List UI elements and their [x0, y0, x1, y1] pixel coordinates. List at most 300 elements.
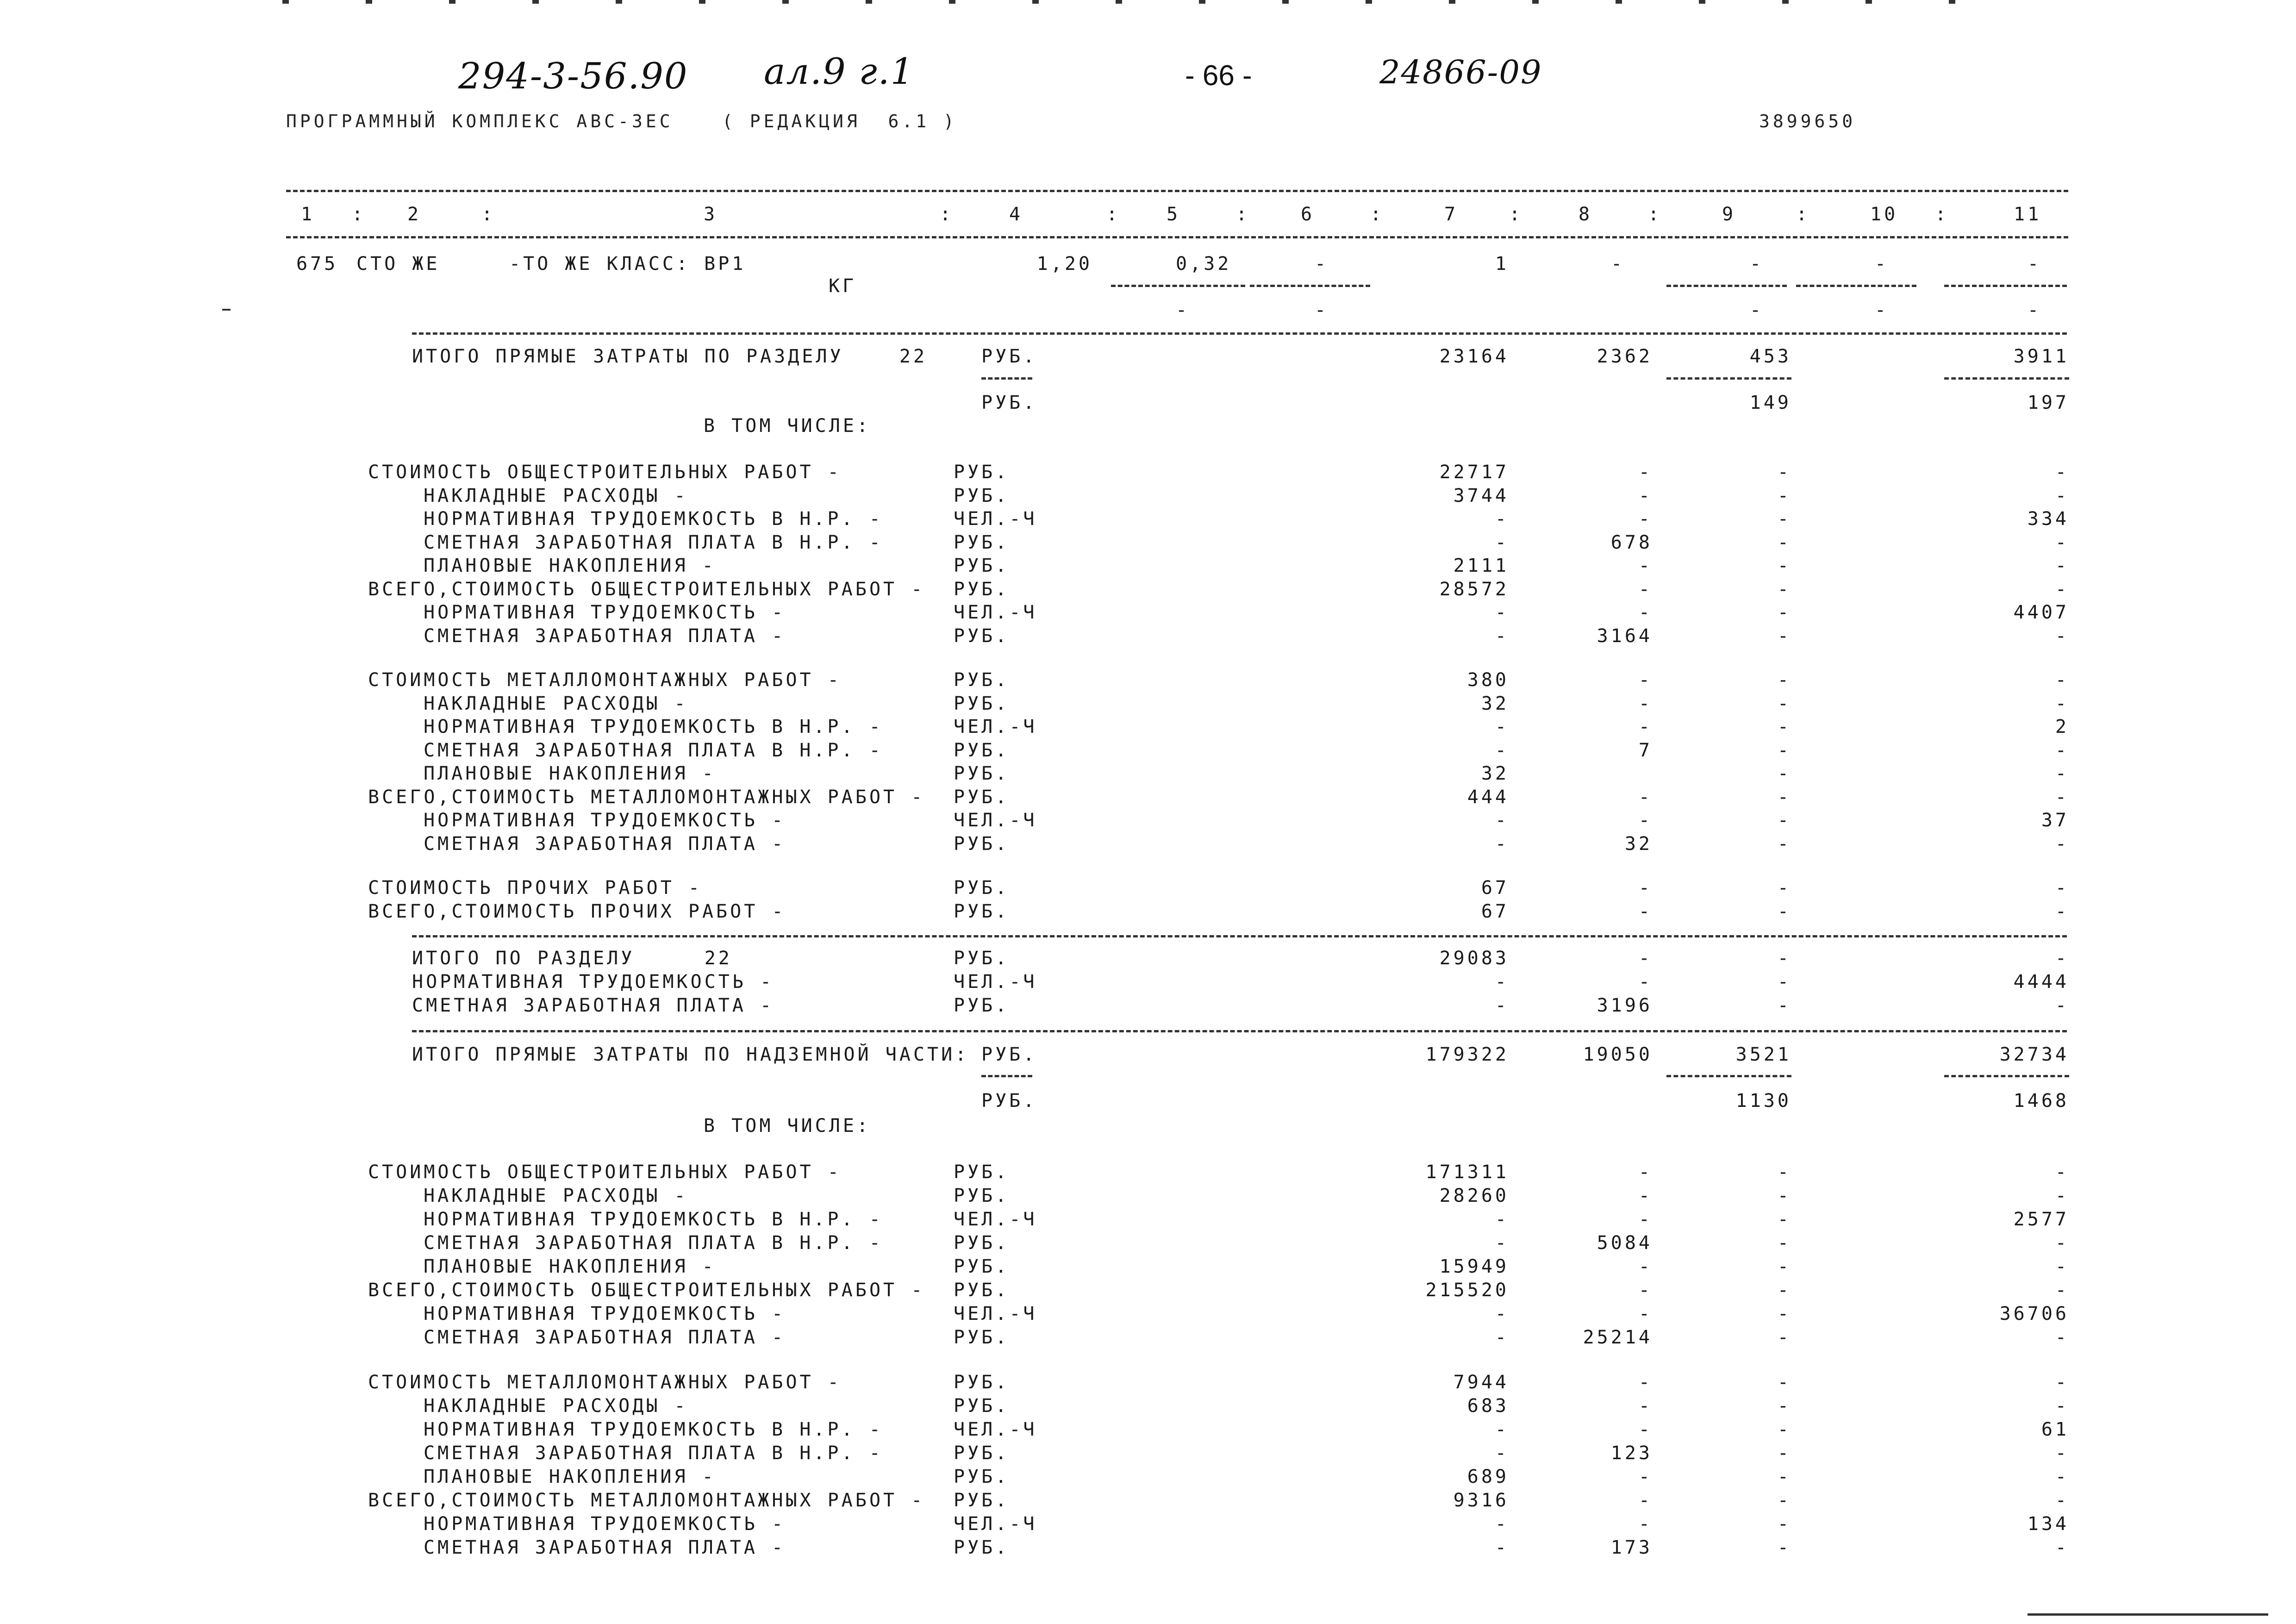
- row-label: СТОИМОСТЬ ПРОЧИХ РАБОТ -: [368, 877, 702, 899]
- row-col7: 32: [1481, 693, 1509, 714]
- row-col11: -: [2055, 1256, 2069, 1277]
- item-sub-col10: -: [1875, 300, 1889, 321]
- item-sub-col5: -: [1176, 300, 1190, 321]
- row-unit: ЧЕЛ.-Ч: [954, 1209, 1037, 1230]
- row-col8: -: [1638, 1256, 1653, 1277]
- row-col9: -: [1777, 1490, 1791, 1511]
- item-subrule-5: [1111, 285, 1245, 287]
- section-total-col9: 453: [1749, 346, 1791, 367]
- row-col9: -: [1777, 739, 1791, 761]
- row-col8: -: [1638, 1209, 1653, 1230]
- row-col11: -: [2055, 625, 2069, 647]
- column-number: 3: [704, 204, 718, 225]
- item-subrule-6: [1250, 285, 1370, 287]
- above-total-col11: 32734: [1999, 1044, 2069, 1065]
- row-unit: РУБ.: [954, 1280, 1010, 1301]
- row-col8: 32: [1624, 833, 1653, 855]
- row-col11: -: [2055, 739, 2069, 761]
- row-col9: -: [1777, 1303, 1791, 1324]
- row-col8: -: [1638, 1419, 1653, 1440]
- item-subrule-10: [1796, 285, 1916, 287]
- row-col7: 2111: [1453, 555, 1509, 576]
- row-unit: ЧЕЛ.-Ч: [954, 810, 1037, 831]
- row-col7: -: [1495, 625, 1509, 647]
- row-col9: -: [1777, 531, 1791, 553]
- row-col9: -: [1777, 995, 1791, 1016]
- page-number: - 66 -: [1185, 60, 1252, 92]
- column-separator: :: [352, 204, 366, 225]
- row-col11: -: [2055, 786, 2069, 808]
- row-col11: 334: [2027, 508, 2069, 530]
- row-col9: -: [1777, 1209, 1791, 1230]
- row-label: НАКЛАДНЫЕ РАСХОДЫ -: [424, 485, 688, 506]
- row-col7: -: [1495, 833, 1509, 855]
- row-label: СМЕТНАЯ ЗАРАБОТНАЯ ПЛАТА -: [412, 995, 774, 1016]
- row-col7: 67: [1481, 900, 1509, 922]
- row-unit: РУБ.: [954, 462, 1010, 483]
- row-unit: ЧЕЛ.-Ч: [954, 971, 1037, 993]
- row-col11: -: [2055, 877, 2069, 899]
- row-label: СТОИМОСТЬ МЕТАЛЛОМОНТАЖНЫХ РАБОТ -: [368, 1372, 842, 1393]
- handwritten-ref: 24866-09: [1379, 53, 1542, 91]
- row-col9: -: [1777, 1162, 1791, 1183]
- item-col10: -: [1875, 253, 1889, 275]
- item-col6: -: [1315, 253, 1329, 275]
- row-col8: -: [1638, 1513, 1653, 1535]
- row-label: СМЕТНАЯ ЗАРАБОТНАЯ ПЛАТА -: [424, 833, 786, 855]
- row-col9: -: [1777, 462, 1791, 483]
- row-col8: -: [1638, 716, 1653, 737]
- row-unit: РУБ.: [954, 995, 1010, 1016]
- scan-edge-tick: [699, 0, 705, 4]
- section-total-col9-rule: [1666, 377, 1791, 380]
- row-label: НОРМАТИВНАЯ ТРУДОЕМКОСТЬ В Н.Р. -: [424, 1209, 883, 1230]
- row-col9: -: [1777, 1395, 1791, 1417]
- above-total-col11-rule: [1944, 1075, 2069, 1077]
- row-col11: -: [2055, 555, 2069, 576]
- row-label: ПЛАНОВЫЕ НАКОПЛЕНИЯ -: [424, 763, 716, 784]
- row-col8: -: [1638, 1395, 1653, 1417]
- row-label: НАКЛАДНЫЕ РАСХОДЫ -: [424, 1395, 688, 1417]
- row-col11: 2577: [2013, 1209, 2069, 1230]
- row-label: НОРМАТИВНАЯ ТРУДОЕМКОСТЬ В Н.Р. -: [424, 1419, 883, 1440]
- header-rule-bottom: [286, 236, 2068, 238]
- section-total-unit2: РУБ.: [981, 392, 1037, 413]
- row-col9: -: [1777, 578, 1791, 600]
- item-col8: -: [1611, 253, 1625, 275]
- section-rule: [412, 332, 2067, 335]
- row-col7: 689: [1467, 1466, 1509, 1487]
- row-col11: -: [2055, 833, 2069, 855]
- row-col9: -: [1777, 948, 1791, 969]
- row-unit: РУБ.: [954, 1537, 1010, 1558]
- row-col7: 380: [1467, 669, 1509, 691]
- scan-edge-tick: [1949, 0, 1955, 4]
- section-total-unit: РУБ.: [981, 346, 1037, 367]
- row-col11: -: [2055, 1537, 2069, 1558]
- row-col8: -: [1638, 555, 1653, 576]
- column-separator: :: [1509, 204, 1523, 225]
- column-number: 11: [2014, 204, 2042, 225]
- row-col11: 2: [2055, 716, 2069, 737]
- row-col8: -: [1638, 462, 1653, 483]
- row-label: ВСЕГО,СТОИМОСТЬ ОБЩЕСТРОИТЕЛЬНЫХ РАБОТ -: [368, 578, 925, 600]
- above-total-unit-rule: [981, 1075, 1032, 1077]
- scan-edge-tick: [866, 0, 872, 4]
- scan-edge-tick: [616, 0, 622, 4]
- above-total-col9-rule: [1666, 1075, 1791, 1077]
- program-name: ПРОГРАММНЫЙ КОМПЛЕКС АВС-ЗЕС: [286, 111, 674, 131]
- row-col7: -: [1495, 971, 1509, 993]
- scan-edge-tick: [1449, 0, 1455, 4]
- row-label: СТОИМОСТЬ ОБЩЕСТРОИТЕЛЬНЫХ РАБОТ -: [368, 462, 842, 483]
- scan-edge-tick: [532, 0, 539, 4]
- row-label: НАКЛАДНЫЕ РАСХОДЫ -: [424, 693, 688, 714]
- row-label: ВСЕГО,СТОИМОСТЬ МЕТАЛЛОМОНТАЖНЫХ РАБОТ -: [368, 786, 925, 808]
- row-label: ВСЕГО,СТОИМОСТЬ ОБЩЕСТРОИТЕЛЬНЫХ РАБОТ -: [368, 1280, 925, 1301]
- row-col11: -: [2055, 900, 2069, 922]
- row-col7: -: [1495, 1303, 1509, 1324]
- row-col11: -: [2055, 1327, 2069, 1348]
- row-unit: ЧЕЛ.-Ч: [954, 1513, 1037, 1535]
- row-col11: -: [2055, 578, 2069, 600]
- item-code: СТО ЖЕ: [356, 253, 440, 275]
- scan-mark-bottom-right: [2028, 1613, 2268, 1616]
- row-label: НОРМАТИВНАЯ ТРУДОЕМКОСТЬ В Н.Р. -: [424, 716, 883, 737]
- row-col11: -: [2055, 1280, 2069, 1301]
- row-unit: РУБ.: [954, 1466, 1010, 1487]
- row-col11: -: [2055, 948, 2069, 969]
- row-col11: 4407: [2013, 602, 2069, 623]
- row-col11: 36706: [1999, 1303, 2069, 1324]
- row-label: НОРМАТИВНАЯ ТРУДОЕМКОСТЬ -: [424, 1303, 786, 1324]
- row-col8: -: [1638, 693, 1653, 714]
- item-col9: -: [1750, 253, 1764, 275]
- row-col8: -: [1638, 602, 1653, 623]
- row-col9: -: [1777, 900, 1791, 922]
- row-col9: -: [1777, 1232, 1791, 1254]
- row-col8: -: [1638, 877, 1653, 899]
- row-label: ВСЕГО,СТОИМОСТЬ МЕТАЛЛОМОНТАЖНЫХ РАБОТ -: [368, 1490, 925, 1511]
- row-col11: -: [2055, 1395, 2069, 1417]
- row-col9: -: [1777, 763, 1791, 784]
- column-number: 9: [1722, 204, 1736, 225]
- row-unit: РУБ.: [954, 693, 1010, 714]
- column-number: 5: [1167, 204, 1181, 225]
- item-sub-col9: -: [1750, 300, 1764, 321]
- row-unit: РУБ.: [954, 1162, 1010, 1183]
- row-unit: РУБ.: [954, 763, 1010, 784]
- row-col7: 29083: [1439, 948, 1509, 969]
- row-col7: -: [1495, 716, 1509, 737]
- row-col8: -: [1638, 810, 1653, 831]
- row-unit: РУБ.: [954, 1185, 1010, 1206]
- above-total-unit2: РУБ.: [981, 1090, 1037, 1112]
- row-col8: 173: [1610, 1537, 1653, 1558]
- scan-edge-tick: [1866, 0, 1872, 4]
- row-col11: -: [2055, 531, 2069, 553]
- row-col7: 22717: [1439, 462, 1509, 483]
- above-total-col7: 179322: [1425, 1044, 1509, 1065]
- scan-edge-tick: [1699, 0, 1705, 4]
- row-col8: -: [1638, 508, 1653, 530]
- row-col9: -: [1777, 786, 1791, 808]
- row-col9: -: [1777, 1466, 1791, 1487]
- scan-edge-tick: [282, 0, 289, 4]
- row-unit: РУБ.: [954, 739, 1010, 761]
- row-col9: -: [1777, 1256, 1791, 1277]
- row-col11: -: [2055, 1185, 2069, 1206]
- row-col11: -: [2055, 1162, 2069, 1183]
- row-col8: -: [1638, 1185, 1653, 1206]
- above-total-col8: 19050: [1583, 1044, 1653, 1065]
- including-label: В ТОМ ЧИСЛЕ:: [704, 415, 871, 437]
- row-col11: 134: [2027, 1513, 2069, 1535]
- row-col7: -: [1495, 1513, 1509, 1535]
- row-col9: -: [1777, 625, 1791, 647]
- scan-edge-tick: [1782, 0, 1789, 4]
- row-col7: -: [1495, 995, 1509, 1016]
- row-unit: ЧЕЛ.-Ч: [954, 602, 1037, 623]
- row-col8: -: [1638, 1162, 1653, 1183]
- row-unit: ЧЕЛ.-Ч: [954, 508, 1037, 530]
- row-label: СМЕТНАЯ ЗАРАБОТНАЯ ПЛАТА -: [424, 625, 786, 647]
- row-unit: РУБ.: [954, 531, 1010, 553]
- column-separator: :: [1935, 204, 1949, 225]
- column-separator: :: [1370, 204, 1385, 225]
- row-label: ПЛАНОВЫЕ НАКОПЛЕНИЯ -: [424, 1256, 716, 1277]
- row-col11: -: [2055, 1466, 2069, 1487]
- row-label: НОРМАТИВНАЯ ТРУДОЕМКОСТЬ -: [424, 810, 786, 831]
- row-col9: -: [1777, 716, 1791, 737]
- row-col9: -: [1777, 1327, 1791, 1348]
- row-col7: 15949: [1439, 1256, 1509, 1277]
- row-unit: РУБ.: [954, 669, 1010, 691]
- row-unit: РУБ.: [954, 1256, 1010, 1277]
- row-col11: -: [2055, 485, 2069, 506]
- scan-edge-tick: [1366, 0, 1372, 4]
- row-label: НАКЛАДНЫЕ РАСХОДЫ -: [424, 1185, 688, 1206]
- handwritten-code: 294-3-56.90: [458, 56, 688, 97]
- row-col9: -: [1777, 1280, 1791, 1301]
- row-col11: -: [2055, 669, 2069, 691]
- section-total-col11: 3911: [2013, 346, 2069, 367]
- section-total-col11b: 197: [2027, 392, 2069, 413]
- section-total-unit-rule: [981, 377, 1032, 380]
- row-col8: -: [1638, 971, 1653, 993]
- row-col7: -: [1495, 602, 1509, 623]
- above-total-col9b: 1130: [1735, 1090, 1791, 1112]
- row-unit: РУБ.: [954, 1395, 1010, 1417]
- row-col7: 215520: [1425, 1280, 1509, 1301]
- row-col7: 3744: [1453, 485, 1509, 506]
- scan-edge-tick: [1282, 0, 1289, 4]
- above-total-unit: РУБ.: [981, 1044, 1037, 1065]
- row-col9: -: [1777, 1513, 1791, 1535]
- row-col8: 3164: [1597, 625, 1653, 647]
- scan-edge-tick: [949, 0, 955, 4]
- row-col11: -: [2055, 693, 2069, 714]
- row-col8: 7: [1638, 739, 1653, 761]
- row-col7: -: [1495, 1537, 1509, 1558]
- item-col11: -: [2028, 253, 2042, 275]
- row-col8: -: [1638, 900, 1653, 922]
- row-col11: 4444: [2013, 971, 2069, 993]
- row-col7: 28260: [1439, 1185, 1509, 1206]
- scan-edge-tick: [1116, 0, 1122, 4]
- handwritten-album: ал.9 г.1: [764, 51, 915, 93]
- section-total-col9b: 149: [1749, 392, 1791, 413]
- row-col7: 683: [1467, 1395, 1509, 1417]
- summary-rule-bottom: [412, 1030, 2067, 1032]
- row-label: СМЕТНАЯ ЗАРАБОТНАЯ ПЛАТА В Н.Р. -: [424, 1443, 883, 1464]
- row-unit: РУБ.: [954, 786, 1010, 808]
- row-col9: -: [1777, 1185, 1791, 1206]
- row-col7: -: [1495, 1209, 1509, 1230]
- item-unit: КГ: [829, 275, 857, 297]
- row-col7: 171311: [1425, 1162, 1509, 1183]
- row-col8: -: [1638, 578, 1653, 600]
- edition: ( РЕДАКЦИЯ 6.1 ): [722, 111, 957, 131]
- column-separator: :: [481, 204, 496, 225]
- column-number: 1: [301, 204, 315, 225]
- item-name: -ТО ЖЕ КЛАСС: ВР1: [509, 253, 746, 275]
- row-col11: 61: [2041, 1419, 2069, 1440]
- row-col9: -: [1777, 971, 1791, 993]
- column-separator: :: [1648, 204, 1662, 225]
- row-col9: -: [1777, 877, 1791, 899]
- row-unit: ЧЕЛ.-Ч: [954, 1303, 1037, 1324]
- row-col9: -: [1777, 602, 1791, 623]
- scan-mark-left: [222, 309, 231, 311]
- column-number: 4: [1009, 204, 1023, 225]
- column-separator: :: [1236, 204, 1250, 225]
- row-col7: -: [1495, 531, 1509, 553]
- column-number: 10: [1870, 204, 1898, 225]
- scan-edge-tick: [1532, 0, 1539, 4]
- column-separator: :: [940, 204, 954, 225]
- row-col7: -: [1495, 1327, 1509, 1348]
- row-col9: -: [1777, 1419, 1791, 1440]
- row-col9: -: [1777, 485, 1791, 506]
- row-col9: -: [1777, 693, 1791, 714]
- row-unit: РУБ.: [954, 833, 1010, 855]
- row-label: СМЕТНАЯ ЗАРАБОТНАЯ ПЛАТА В Н.Р. -: [424, 531, 883, 553]
- row-label: ПЛАНОВЫЕ НАКОПЛЕНИЯ -: [424, 555, 716, 576]
- row-unit: РУБ.: [954, 1490, 1010, 1511]
- column-number: 2: [407, 204, 422, 225]
- row-col11: -: [2055, 1443, 2069, 1464]
- row-col8: -: [1638, 1372, 1653, 1393]
- row-unit: РУБ.: [954, 625, 1010, 647]
- row-label: НОРМАТИВНАЯ ТРУДОЕМКОСТЬ В Н.Р. -: [424, 508, 883, 530]
- row-col7: -: [1495, 1419, 1509, 1440]
- row-label: НОРМАТИВНАЯ ТРУДОЕМКОСТЬ -: [412, 971, 774, 993]
- row-col8: -: [1638, 1303, 1653, 1324]
- row-col7: 9316: [1453, 1490, 1509, 1511]
- column-separator: :: [1106, 204, 1121, 225]
- row-col11: -: [2055, 763, 2069, 784]
- item-col5: 0,32: [1176, 253, 1232, 275]
- row-col8: -: [1638, 1466, 1653, 1487]
- row-col8: 25214: [1583, 1327, 1653, 1348]
- row-col11: -: [2055, 995, 2069, 1016]
- row-label: СТОИМОСТЬ МЕТАЛЛОМОНТАЖНЫХ РАБОТ -: [368, 669, 842, 691]
- row-unit: РУБ.: [954, 877, 1010, 899]
- above-total-label: ИТОГО ПРЯМЫЕ ЗАТРАТЫ ПО НАДЗЕМНОЙ ЧАСТИ:: [412, 1044, 969, 1065]
- row-col11: -: [2055, 1232, 2069, 1254]
- scan-edge-tick: [1032, 0, 1039, 4]
- item-number: 675: [296, 253, 338, 275]
- row-col9: -: [1777, 508, 1791, 530]
- section-total-col8: 2362: [1597, 346, 1653, 367]
- row-col8: -: [1638, 1490, 1653, 1511]
- row-col7: -: [1495, 739, 1509, 761]
- including-label-2: В ТОМ ЧИСЛЕ:: [704, 1115, 871, 1137]
- row-col8: 678: [1610, 531, 1653, 553]
- row-label: ПЛАНОВЫЕ НАКОПЛЕНИЯ -: [424, 1466, 716, 1487]
- item-col4: 1,20: [1036, 253, 1092, 275]
- row-label: ИТОГО ПО РАЗДЕЛУ 22: [412, 948, 732, 969]
- column-number: 6: [1301, 204, 1315, 225]
- row-col8: -: [1638, 948, 1653, 969]
- scan-edge-tick: [1199, 0, 1205, 4]
- section-total-col7: 23164: [1439, 346, 1509, 367]
- row-unit: РУБ.: [954, 1327, 1010, 1348]
- row-col8: -: [1638, 669, 1653, 691]
- scan-edge-tick: [1616, 0, 1622, 4]
- row-unit: РУБ.: [954, 1443, 1010, 1464]
- section-total-label: ИТОГО ПРЯМЫЕ ЗАТРАТЫ ПО РАЗДЕЛУ 22: [412, 346, 928, 367]
- column-number: 8: [1578, 204, 1593, 225]
- row-col9: -: [1777, 833, 1791, 855]
- row-col11: 37: [2041, 810, 2069, 831]
- row-col9: -: [1777, 1443, 1791, 1464]
- row-unit: РУБ.: [954, 1232, 1010, 1254]
- row-col8: 5084: [1597, 1232, 1653, 1254]
- row-label: НОРМАТИВНАЯ ТРУДОЕМКОСТЬ -: [424, 1513, 786, 1535]
- row-label: НОРМАТИВНАЯ ТРУДОЕМКОСТЬ -: [424, 602, 786, 623]
- row-col9: -: [1777, 669, 1791, 691]
- row-unit: РУБ.: [954, 578, 1010, 600]
- row-col9: -: [1777, 1372, 1791, 1393]
- summary-rule-top: [412, 935, 2067, 937]
- row-col8: -: [1638, 1280, 1653, 1301]
- row-unit: РУБ.: [954, 555, 1010, 576]
- row-col11: -: [2055, 1372, 2069, 1393]
- scan-edge-tick: [782, 0, 789, 4]
- item-sub-col11: -: [2028, 300, 2042, 321]
- row-col7: 67: [1481, 877, 1509, 899]
- row-unit: РУБ.: [954, 900, 1010, 922]
- row-unit: РУБ.: [954, 1372, 1010, 1393]
- row-label: СТОИМОСТЬ ОБЩЕСТРОИТЕЛЬНЫХ РАБОТ -: [368, 1162, 842, 1183]
- scan-edge-tick: [366, 0, 372, 4]
- row-unit: ЧЕЛ.-Ч: [954, 716, 1037, 737]
- row-col7: -: [1495, 1443, 1509, 1464]
- row-col8: -: [1638, 485, 1653, 506]
- row-label: СМЕТНАЯ ЗАРАБОТНАЯ ПЛАТА -: [424, 1327, 786, 1348]
- above-total-col9: 3521: [1735, 1044, 1791, 1065]
- column-number: 7: [1444, 204, 1459, 225]
- row-col7: 32: [1481, 763, 1509, 784]
- item-subrule-9: [1666, 285, 1787, 287]
- row-label: СМЕТНАЯ ЗАРАБОТНАЯ ПЛАТА -: [424, 1537, 786, 1558]
- row-col7: 28572: [1439, 578, 1509, 600]
- item-subrule-11: [1944, 285, 2067, 287]
- row-unit: РУБ.: [954, 485, 1010, 506]
- doc-number: 3899650: [1759, 111, 1856, 131]
